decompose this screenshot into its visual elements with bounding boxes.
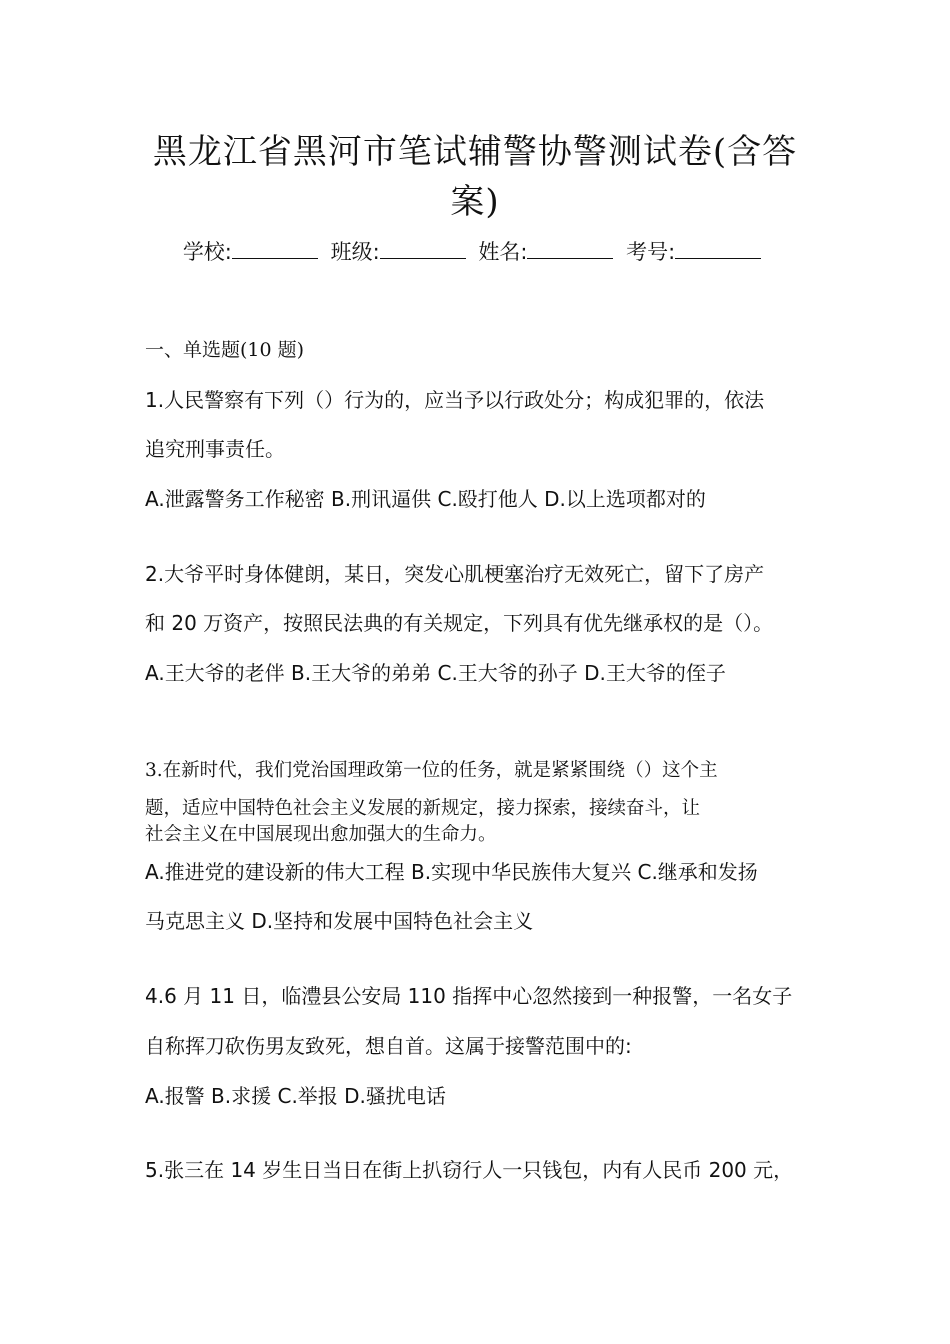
section-header: 一、单选题(10 题) [145, 339, 305, 361]
number-blank [675, 236, 761, 259]
question-2-line-1: 2.大爷平时身体健朗，某日，突发心肌梗塞治疗无效死亡，留下了房产 [145, 562, 765, 586]
question-1-line-2: 追究刑事责任。 [145, 437, 285, 461]
question-2-options: A.王大爷的老伴 B.王大爷的弟弟 C.王大爷的孙子 D.王大爷的侄子 [145, 661, 726, 685]
class-blank [380, 236, 466, 259]
question-4-line-1: 4.6 月 11 日，临澧县公安局 110 指挥中心忽然接到一种报警，一名女子 [145, 984, 793, 1008]
exam-title-line2: 案) [450, 182, 500, 222]
question-1-options: A.泄露警务工作秘密 B.刑讯逼供 C.殴打他人 D.以上选项都对的 [145, 487, 706, 511]
school-blank [232, 236, 318, 259]
question-3-line-1: 3.在新时代，我们党治国理政第一位的任务，就是紧紧围绕（）这个主 [145, 760, 718, 781]
class-label: 班级: [330, 240, 380, 264]
question-3-line-2: 题，适应中国特色社会主义发展的新规定，接力探索，接续奋斗，让 [145, 798, 701, 819]
question-5-line-1: 5.张三在 14 岁生日当日在街上扒窃行人一只钱包，内有人民币 200 元， [145, 1158, 794, 1182]
question-3-options-line-1: A.推进党的建设新的伟大工程 B.实现中华民族伟大复兴 C.继承和发扬 [145, 860, 758, 884]
name-blank [527, 236, 613, 259]
name-label: 姓名: [478, 240, 528, 264]
question-1-line-1: 1.人民警察有下列（）行为的，应当予以行政处分；构成犯罪的，依法 [145, 388, 765, 412]
question-4-line-2: 自称挥刀砍伤男友致死，想自首。这属于接警范围中的: [145, 1034, 632, 1058]
question-3-line-3: 社会主义在中国展现出愈加强大的生命力。 [145, 824, 497, 845]
question-2-line-2: 和 20 万资产，按照民法典的有关规定，下列具有优先继承权的是（）。 [145, 611, 774, 635]
question-4-options: A.报警 B.求援 C.举报 D.骚扰电话 [145, 1084, 446, 1108]
question-3-options-line-2: 马克思主义 D.坚持和发展中国特色社会主义 [145, 909, 534, 933]
student-info-row [100, 236, 850, 267]
school-label: 学校: [182, 240, 232, 264]
number-label: 考号: [626, 240, 676, 264]
exam-title-line1: 黑龙江省黑河市笔试辅警协警测试卷(含答 [152, 132, 798, 172]
